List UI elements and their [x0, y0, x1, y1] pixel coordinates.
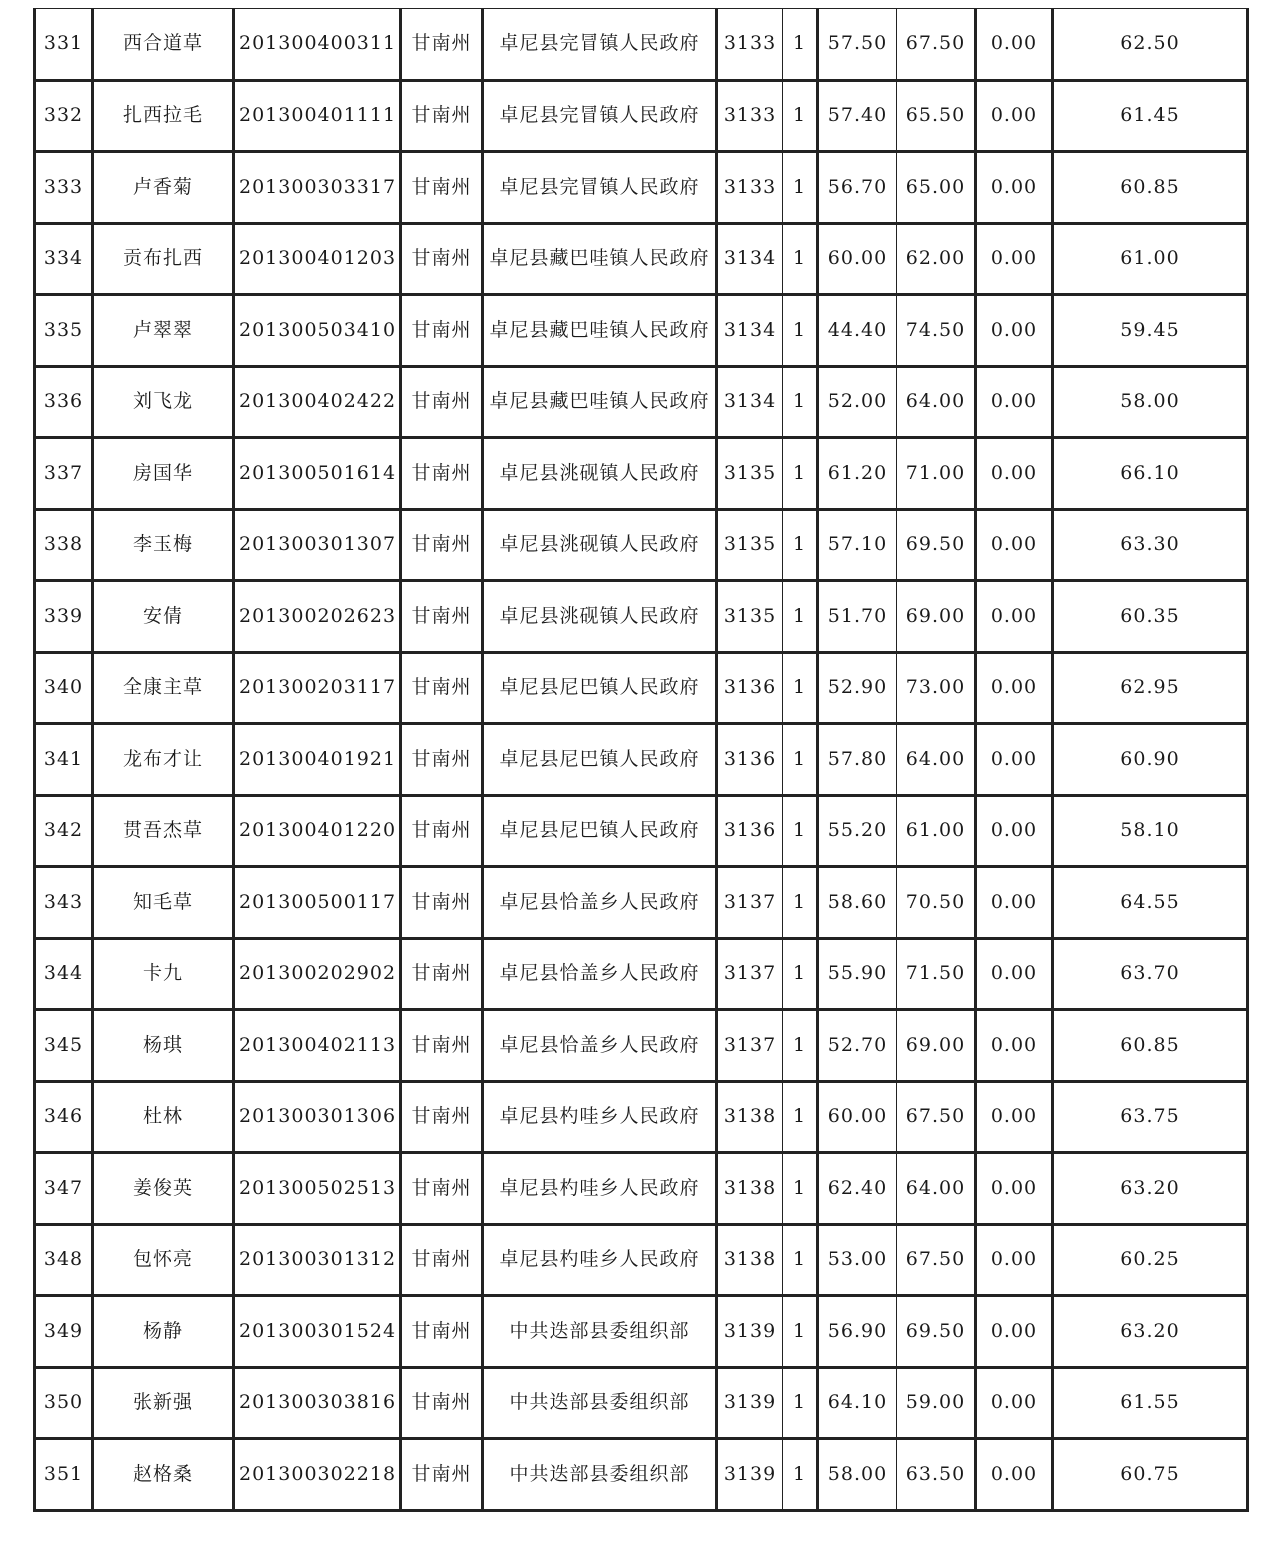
- prefecture: 甘南州: [401, 1296, 483, 1368]
- bonus-score: 0.00: [976, 366, 1053, 438]
- bonus-score: 0.00: [976, 1081, 1053, 1153]
- hire-count: 1: [783, 1439, 818, 1511]
- exam-id: 201300401111: [234, 80, 401, 152]
- written-score: 51.70: [818, 581, 897, 653]
- hire-count: 1: [783, 9, 818, 81]
- employer-unit: 卓尼县洮砚镇人民政府: [483, 509, 717, 581]
- post-code: 3134: [717, 223, 783, 295]
- exam-id: 201300502513: [234, 1153, 401, 1225]
- hire-count: 1: [783, 1153, 818, 1225]
- written-score: 56.70: [818, 152, 897, 224]
- table-row: [35, 652, 1248, 724]
- interview-score: 69.50: [897, 509, 976, 581]
- bonus-score: 0.00: [976, 80, 1053, 152]
- bonus-score: 0.00: [976, 438, 1053, 510]
- table-row: [35, 795, 1248, 867]
- table-row: [35, 1153, 1248, 1225]
- candidate-name: 贡布扎西: [93, 223, 234, 295]
- interview-score: 67.50: [897, 1224, 976, 1296]
- candidate-name: 全康主草: [93, 652, 234, 724]
- total-score: 60.25: [1053, 1224, 1248, 1296]
- written-score: 52.90: [818, 652, 897, 724]
- table-row: [35, 1296, 1248, 1368]
- interview-score: 69.50: [897, 1296, 976, 1368]
- row-seq-number: 348: [35, 1224, 93, 1296]
- written-score: 62.40: [818, 1153, 897, 1225]
- post-code: 3135: [717, 509, 783, 581]
- bonus-score: 0.00: [976, 9, 1053, 81]
- row-seq-number: 342: [35, 795, 93, 867]
- exam-id: 201300303317: [234, 152, 401, 224]
- candidate-name: 刘飞龙: [93, 366, 234, 438]
- candidate-name: 张新强: [93, 1367, 234, 1439]
- interview-score: 62.00: [897, 223, 976, 295]
- interview-score: 67.50: [897, 9, 976, 81]
- total-score: 63.70: [1053, 938, 1248, 1010]
- total-score: 60.85: [1053, 1010, 1248, 1082]
- hire-count: 1: [783, 295, 818, 367]
- hire-count: 1: [783, 795, 818, 867]
- candidate-name: 龙布才让: [93, 724, 234, 796]
- prefecture: 甘南州: [401, 581, 483, 653]
- post-code: 3137: [717, 867, 783, 939]
- exam-id: 201300202902: [234, 938, 401, 1010]
- bonus-score: 0.00: [976, 724, 1053, 796]
- employer-unit: 卓尼县洮砚镇人民政府: [483, 581, 717, 653]
- results-sheet: [33, 8, 1246, 1550]
- exam-id: 201300500117: [234, 867, 401, 939]
- row-seq-number: 351: [35, 1439, 93, 1511]
- interview-score: 69.00: [897, 1010, 976, 1082]
- prefecture: 甘南州: [401, 1224, 483, 1296]
- exam-id: 201300401203: [234, 223, 401, 295]
- table-row: [35, 295, 1248, 367]
- exam-id: 201300303816: [234, 1367, 401, 1439]
- hire-count: 1: [783, 1081, 818, 1153]
- row-seq-number: 336: [35, 366, 93, 438]
- employer-unit: 卓尼县藏巴哇镇人民政府: [483, 366, 717, 438]
- exam-id: 201300402422: [234, 366, 401, 438]
- table-row: [35, 1439, 1248, 1511]
- employer-unit: 卓尼县藏巴哇镇人民政府: [483, 223, 717, 295]
- prefecture: 甘南州: [401, 938, 483, 1010]
- row-seq-number: 334: [35, 223, 93, 295]
- candidate-name: 杨静: [93, 1296, 234, 1368]
- employer-unit: 中共迭部县委组织部: [483, 1439, 717, 1511]
- row-seq-number: 343: [35, 867, 93, 939]
- post-code: 3138: [717, 1081, 783, 1153]
- candidate-name: 杨琪: [93, 1010, 234, 1082]
- row-seq-number: 331: [35, 9, 93, 81]
- post-code: 3133: [717, 152, 783, 224]
- bonus-score: 0.00: [976, 295, 1053, 367]
- employer-unit: 中共迭部县委组织部: [483, 1296, 717, 1368]
- post-code: 3133: [717, 9, 783, 81]
- hire-count: 1: [783, 867, 818, 939]
- table-row: [35, 938, 1248, 1010]
- interview-score: 69.00: [897, 581, 976, 653]
- table-row: [35, 80, 1248, 152]
- post-code: 3136: [717, 652, 783, 724]
- bonus-score: 0.00: [976, 938, 1053, 1010]
- post-code: 3136: [717, 724, 783, 796]
- total-score: 59.45: [1053, 295, 1248, 367]
- written-score: 61.20: [818, 438, 897, 510]
- written-score: 57.40: [818, 80, 897, 152]
- prefecture: 甘南州: [401, 1367, 483, 1439]
- exam-id: 201300301306: [234, 1081, 401, 1153]
- written-score: 55.20: [818, 795, 897, 867]
- row-seq-number: 340: [35, 652, 93, 724]
- total-score: 60.85: [1053, 152, 1248, 224]
- total-score: 60.35: [1053, 581, 1248, 653]
- hire-count: 1: [783, 652, 818, 724]
- exam-id: 201300301524: [234, 1296, 401, 1368]
- exam-id: 201300203117: [234, 652, 401, 724]
- interview-score: 64.00: [897, 1153, 976, 1225]
- candidate-name: 安倩: [93, 581, 234, 653]
- employer-unit: 卓尼县杓哇乡人民政府: [483, 1153, 717, 1225]
- hire-count: 1: [783, 581, 818, 653]
- hire-count: 1: [783, 1296, 818, 1368]
- employer-unit: 卓尼县杓哇乡人民政府: [483, 1081, 717, 1153]
- candidate-name: 包怀亮: [93, 1224, 234, 1296]
- table-row: [35, 366, 1248, 438]
- table-row: [35, 1081, 1248, 1153]
- exam-id: 201300401220: [234, 795, 401, 867]
- interview-score: 64.00: [897, 724, 976, 796]
- row-seq-number: 350: [35, 1367, 93, 1439]
- total-score: 66.10: [1053, 438, 1248, 510]
- prefecture: 甘南州: [401, 1081, 483, 1153]
- hire-count: 1: [783, 152, 818, 224]
- table-row: [35, 581, 1248, 653]
- prefecture: 甘南州: [401, 80, 483, 152]
- bonus-score: 0.00: [976, 581, 1053, 653]
- total-score: 63.20: [1053, 1296, 1248, 1368]
- table-row: [35, 1010, 1248, 1082]
- prefecture: 甘南州: [401, 1010, 483, 1082]
- post-code: 3136: [717, 795, 783, 867]
- interview-score: 71.50: [897, 938, 976, 1010]
- hire-count: 1: [783, 438, 818, 510]
- employer-unit: 卓尼县恰盖乡人民政府: [483, 938, 717, 1010]
- exam-id: 201300202623: [234, 581, 401, 653]
- prefecture: 甘南州: [401, 223, 483, 295]
- employer-unit: 卓尼县杓哇乡人民政府: [483, 1224, 717, 1296]
- candidate-name: 西合道草: [93, 9, 234, 81]
- written-score: 57.80: [818, 724, 897, 796]
- interview-score: 70.50: [897, 867, 976, 939]
- interview-score: 65.00: [897, 152, 976, 224]
- row-seq-number: 337: [35, 438, 93, 510]
- bonus-score: 0.00: [976, 867, 1053, 939]
- candidate-name: 卡九: [93, 938, 234, 1010]
- total-score: 62.50: [1053, 9, 1248, 81]
- row-seq-number: 335: [35, 295, 93, 367]
- written-score: 52.00: [818, 366, 897, 438]
- written-score: 58.60: [818, 867, 897, 939]
- post-code: 3138: [717, 1224, 783, 1296]
- post-code: 3133: [717, 80, 783, 152]
- exam-id: 201300501614: [234, 438, 401, 510]
- written-score: 53.00: [818, 1224, 897, 1296]
- row-seq-number: 345: [35, 1010, 93, 1082]
- exam-id: 201300302218: [234, 1439, 401, 1511]
- post-code: 3137: [717, 938, 783, 1010]
- bonus-score: 0.00: [976, 795, 1053, 867]
- total-score: 61.00: [1053, 223, 1248, 295]
- exam-id: 201300301307: [234, 509, 401, 581]
- bonus-score: 0.00: [976, 1224, 1053, 1296]
- post-code: 3139: [717, 1439, 783, 1511]
- candidate-name: 房国华: [93, 438, 234, 510]
- candidate-name: 杜林: [93, 1081, 234, 1153]
- written-score: 57.50: [818, 9, 897, 81]
- prefecture: 甘南州: [401, 1439, 483, 1511]
- post-code: 3139: [717, 1296, 783, 1368]
- candidate-name: 姜俊英: [93, 1153, 234, 1225]
- post-code: 3139: [717, 1367, 783, 1439]
- hire-count: 1: [783, 724, 818, 796]
- total-score: 58.00: [1053, 366, 1248, 438]
- employer-unit: 卓尼县尼巴镇人民政府: [483, 795, 717, 867]
- prefecture: 甘南州: [401, 652, 483, 724]
- candidate-name: 知毛草: [93, 867, 234, 939]
- total-score: 62.95: [1053, 652, 1248, 724]
- row-seq-number: 349: [35, 1296, 93, 1368]
- interview-score: 67.50: [897, 1081, 976, 1153]
- post-code: 3138: [717, 1153, 783, 1225]
- interview-score: 74.50: [897, 295, 976, 367]
- table-row: [35, 1367, 1248, 1439]
- candidate-name: 李玉梅: [93, 509, 234, 581]
- written-score: 60.00: [818, 1081, 897, 1153]
- candidate-name: 贯吾杰草: [93, 795, 234, 867]
- written-score: 58.00: [818, 1439, 897, 1511]
- bonus-score: 0.00: [976, 1439, 1053, 1511]
- table-row: [35, 9, 1248, 81]
- employer-unit: 卓尼县藏巴哇镇人民政府: [483, 295, 717, 367]
- employer-unit: 中共迭部县委组织部: [483, 1367, 717, 1439]
- prefecture: 甘南州: [401, 724, 483, 796]
- prefecture: 甘南州: [401, 795, 483, 867]
- candidate-name: 卢香菊: [93, 152, 234, 224]
- bonus-score: 0.00: [976, 1153, 1053, 1225]
- post-code: 3134: [717, 295, 783, 367]
- bonus-score: 0.00: [976, 652, 1053, 724]
- total-score: 63.20: [1053, 1153, 1248, 1225]
- prefecture: 甘南州: [401, 1153, 483, 1225]
- hire-count: 1: [783, 1224, 818, 1296]
- employer-unit: 卓尼县完冒镇人民政府: [483, 9, 717, 81]
- prefecture: 甘南州: [401, 509, 483, 581]
- candidate-name: 扎西拉毛: [93, 80, 234, 152]
- employer-unit: 卓尼县尼巴镇人民政府: [483, 724, 717, 796]
- results-table: [33, 8, 1249, 1512]
- table-body: [35, 9, 1248, 1511]
- row-seq-number: 332: [35, 80, 93, 152]
- interview-score: 73.00: [897, 652, 976, 724]
- written-score: 52.70: [818, 1010, 897, 1082]
- row-seq-number: 344: [35, 938, 93, 1010]
- hire-count: 1: [783, 366, 818, 438]
- total-score: 60.90: [1053, 724, 1248, 796]
- prefecture: 甘南州: [401, 867, 483, 939]
- table-row: [35, 509, 1248, 581]
- table-row: [35, 1224, 1248, 1296]
- total-score: 58.10: [1053, 795, 1248, 867]
- employer-unit: 卓尼县洮砚镇人民政府: [483, 438, 717, 510]
- exam-id: 201300503410: [234, 295, 401, 367]
- table-row: [35, 724, 1248, 796]
- employer-unit: 卓尼县恰盖乡人民政府: [483, 1010, 717, 1082]
- row-seq-number: 339: [35, 581, 93, 653]
- post-code: 3134: [717, 366, 783, 438]
- row-seq-number: 347: [35, 1153, 93, 1225]
- post-code: 3135: [717, 438, 783, 510]
- exam-id: 201300301312: [234, 1224, 401, 1296]
- bonus-score: 0.00: [976, 1367, 1053, 1439]
- total-score: 63.30: [1053, 509, 1248, 581]
- row-seq-number: 338: [35, 509, 93, 581]
- hire-count: 1: [783, 223, 818, 295]
- row-seq-number: 341: [35, 724, 93, 796]
- total-score: 63.75: [1053, 1081, 1248, 1153]
- total-score: 61.45: [1053, 80, 1248, 152]
- exam-id: 201300401921: [234, 724, 401, 796]
- prefecture: 甘南州: [401, 152, 483, 224]
- written-score: 64.10: [818, 1367, 897, 1439]
- candidate-name: 赵格桑: [93, 1439, 234, 1511]
- total-score: 64.55: [1053, 867, 1248, 939]
- written-score: 56.90: [818, 1296, 897, 1368]
- row-seq-number: 333: [35, 152, 93, 224]
- employer-unit: 卓尼县尼巴镇人民政府: [483, 652, 717, 724]
- written-score: 57.10: [818, 509, 897, 581]
- post-code: 3135: [717, 581, 783, 653]
- exam-id: 201300402113: [234, 1010, 401, 1082]
- employer-unit: 卓尼县恰盖乡人民政府: [483, 867, 717, 939]
- exam-id: 201300400311: [234, 9, 401, 81]
- written-score: 55.90: [818, 938, 897, 1010]
- post-code: 3137: [717, 1010, 783, 1082]
- prefecture: 甘南州: [401, 9, 483, 81]
- interview-score: 59.00: [897, 1367, 976, 1439]
- hire-count: 1: [783, 938, 818, 1010]
- interview-score: 65.50: [897, 80, 976, 152]
- prefecture: 甘南州: [401, 366, 483, 438]
- prefecture: 甘南州: [401, 295, 483, 367]
- table-row: [35, 438, 1248, 510]
- bonus-score: 0.00: [976, 509, 1053, 581]
- table-row: [35, 152, 1248, 224]
- interview-score: 64.00: [897, 366, 976, 438]
- bonus-score: 0.00: [976, 1296, 1053, 1368]
- table-row: [35, 223, 1248, 295]
- interview-score: 61.00: [897, 795, 976, 867]
- written-score: 60.00: [818, 223, 897, 295]
- interview-score: 63.50: [897, 1439, 976, 1511]
- row-seq-number: 346: [35, 1081, 93, 1153]
- hire-count: 1: [783, 80, 818, 152]
- written-score: 44.40: [818, 295, 897, 367]
- table-row: [35, 867, 1248, 939]
- employer-unit: 卓尼县完冒镇人民政府: [483, 80, 717, 152]
- bonus-score: 0.00: [976, 152, 1053, 224]
- hire-count: 1: [783, 1010, 818, 1082]
- interview-score: 71.00: [897, 438, 976, 510]
- total-score: 60.75: [1053, 1439, 1248, 1511]
- prefecture: 甘南州: [401, 438, 483, 510]
- bonus-score: 0.00: [976, 1010, 1053, 1082]
- hire-count: 1: [783, 509, 818, 581]
- candidate-name: 卢翠翠: [93, 295, 234, 367]
- total-score: 61.55: [1053, 1367, 1248, 1439]
- bonus-score: 0.00: [976, 223, 1053, 295]
- employer-unit: 卓尼县完冒镇人民政府: [483, 152, 717, 224]
- hire-count: 1: [783, 1367, 818, 1439]
